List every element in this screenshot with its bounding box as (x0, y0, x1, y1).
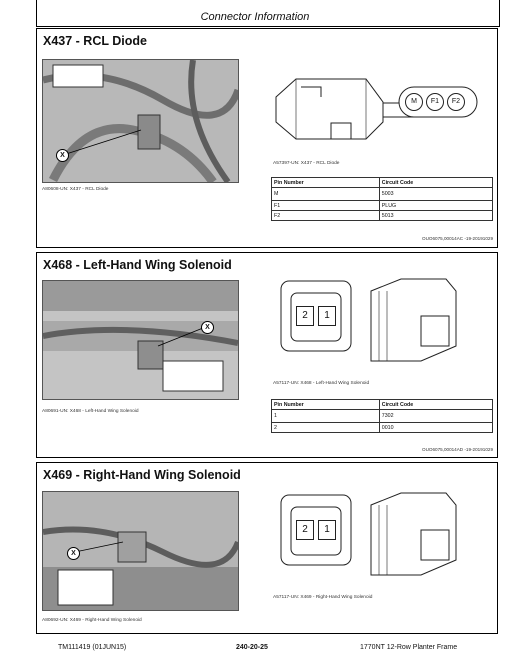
pin-table (271, 399, 493, 433)
col-header: Circuit Code (379, 178, 492, 188)
table-cell: 0010 (379, 423, 492, 433)
drawing-caption: A57397-UN: X437 - RCL Diode (273, 161, 340, 166)
footer-page-number: 240-20-25 (236, 644, 268, 651)
pin-label: 1 (318, 306, 336, 326)
callout-marker: X (56, 149, 69, 162)
photo-caption: A80692-UN: X469 - Right-Hand Wing Solenoid (42, 618, 142, 623)
footer-right: 1770NT 12-Row Planter Frame (360, 644, 458, 651)
reference-code: OUO6075,00014AD -19-20191029 (422, 447, 493, 452)
connector-drawing (271, 485, 491, 585)
pin-label: 2 (296, 306, 314, 326)
col-header: Pin Number (272, 400, 380, 410)
section-title: X437 - RCL Diode (43, 34, 147, 48)
section-title: X468 - Left-Hand Wing Solenoid (43, 258, 232, 272)
pin-label: 2 (296, 520, 314, 540)
pin-label: F2 (447, 93, 465, 111)
table-cell: F2 (272, 211, 380, 221)
table-cell: 5013 (379, 211, 492, 221)
connector-drawing (271, 271, 491, 371)
reference-code: OUO6075,00014AC -19-20191029 (422, 236, 493, 241)
callout-marker: X (201, 321, 214, 334)
connector-photo (42, 59, 239, 183)
table-cell: 2 (272, 423, 380, 433)
page-header: Connector Information (200, 11, 310, 23)
drawing-caption: A57117-UN: X469 - Right-Hand Wing Solenoid (273, 595, 373, 600)
table-row (272, 201, 493, 211)
table-row (272, 410, 493, 423)
section-x469 (36, 462, 498, 634)
col-header: Pin Number (272, 178, 380, 188)
table-cell: 5003 (379, 188, 492, 201)
photo-caption: A80691-UN: X468 - Left-Hand Wing Solenoid (42, 409, 139, 414)
table-cell: PLUG (379, 201, 492, 211)
callout-marker: X (67, 547, 80, 560)
section-x437 (36, 28, 498, 248)
section-x468 (36, 252, 498, 458)
table-row (272, 188, 493, 201)
connector-photo (42, 491, 239, 611)
col-header: Circuit Code (379, 400, 492, 410)
connector-photo (42, 280, 239, 400)
pin-label: M (405, 93, 423, 111)
table-cell: F1 (272, 201, 380, 211)
table-cell: 7302 (379, 410, 492, 423)
pin-table (271, 177, 493, 221)
pin-label: 1 (318, 520, 336, 540)
photo-caption: A80608-UN: X437 - RCL Diode (42, 187, 109, 192)
pin-label: F1 (426, 93, 444, 111)
table-cell: M (272, 188, 380, 201)
drawing-caption: A57117-UN: X468 - Left-Hand Wing Solenoid (273, 381, 370, 386)
connector-drawing (271, 67, 491, 162)
footer-left: TM111419 (01JUN15) (58, 644, 127, 651)
table-cell: 1 (272, 410, 380, 423)
table-row (272, 423, 493, 433)
section-title: X469 - Right-Hand Wing Solenoid (43, 468, 241, 482)
table-row (272, 211, 493, 221)
